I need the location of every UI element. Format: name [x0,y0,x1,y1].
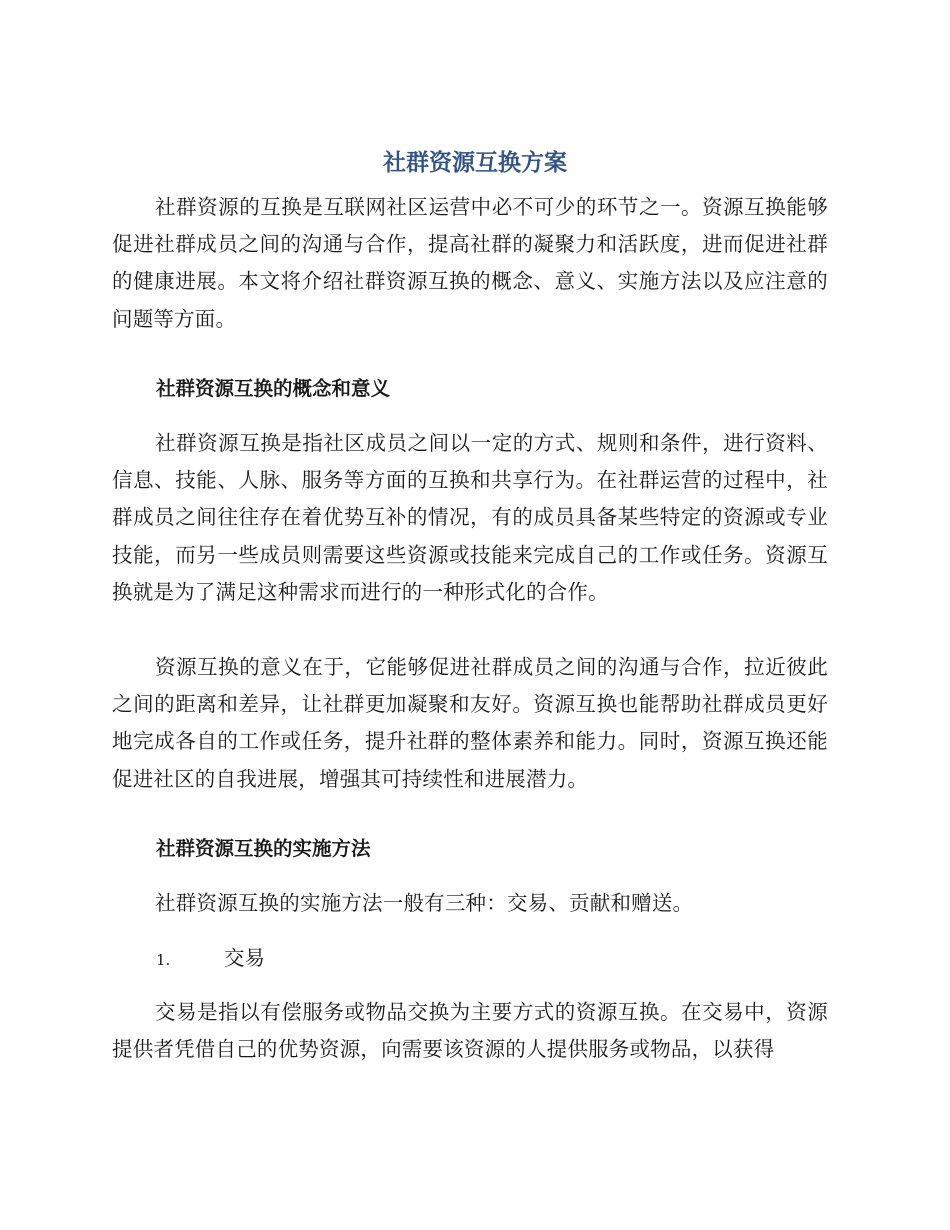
section-heading-concept: 社群资源互换的概念和意义 [156,377,391,400]
trade-paragraph: 交易是指以有偿服务或物品交换为主要方式的资源互换。在交易中，资源提供者凭借自己的优势资源，向需要该资源的人提供服务或物品，以获得 [112,1000,828,1062]
intro-paragraph: 社群资源的互换是互联网社区运营中必不可少的环节之一。资源互换能够促进社群成员之间的沟通与合作，提高社群的凝聚力和活跃度，进而促进社群的健康进展。本文将介绍社群资源互换的概念、意义、实施方法以及应注意的问题等方面。 [112,195,828,331]
methods-paragraph: 社群资源互换的实施方法一般有三种：交易、贡献和赠送。 [155,891,694,915]
significance-paragraph: 资源互换的意义在于，它能够促进社群成员之间的沟通与合作，拉近彼此之间的距离和差异，让社群更加凝聚和友好。资源互换也能帮助社群成员更好地完成各自的工作或任务，提升社群的整体素养和能力。同时，资源互换还能促进社区的自我进展，增强其可持续性和进展潜力。 [112,655,828,791]
list-item-trade [156,943,265,975]
section-heading-methods: 社群资源互换的实施方法 [156,837,371,860]
list-item-number: 1. [156,951,171,969]
concept-paragraph: 社群资源互换是指社区成员之间以一定的方式、规则和条件，进行资料、信息、技能、人脉、服务等方面的互换和共享行为。在社群运营的过程中，社群成员之间往往存在着优势互补的情况，有的成员具备某些特定的资源或专业技能，而另一些成员则需要这些资源或技能来完成自己的工作或任务。资源互换就是为了满足这种需求而进行的一种形式化的合作。 [112,431,828,604]
document-title: 社群资源互换方案 [383,150,567,176]
list-item-label: 交易 [224,946,265,970]
